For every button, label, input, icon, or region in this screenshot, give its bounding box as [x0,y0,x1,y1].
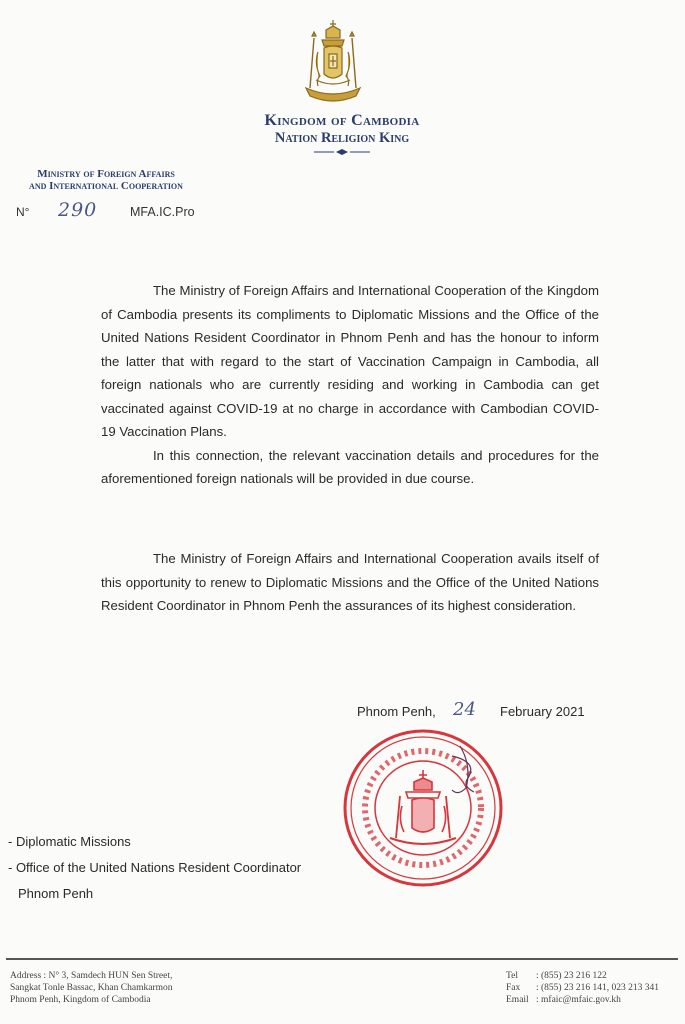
address-line-3: Phnom Penh, Kingdom of Cambodia [10,995,151,1005]
address-line-1: Address : N° 3, Samdech HUN Sen Street, [10,971,173,981]
footer-divider [6,958,678,960]
letterhead-title [236,112,448,147]
date-city: Phnom Penh, [357,704,436,719]
body-paragraph-1: The Ministry of Foreign Affairs and International Cooperation of the Kingdom of Cambodia presents its compliments to Diplomatic Missions and the Office of the United Nations Resident Coordinator in Phnom Penh and has the honour to inform the latter that with regard to the start of Vaccination Campaign in Cambodia, all foreign nationals who are currently residing and working in Cambodia can get vaccinated against COVID-19 at no charge in accordance with Cambodian COVID-19 Vaccination Plans. [101,283,599,439]
fax-label: Fax [506,983,521,993]
country-name: Kingdom of Cambodia [264,112,420,129]
recipient-diplomatic-missions: - Diplomatic Missions [8,834,131,849]
ornament-divider [312,148,372,156]
ministry-name [0,168,212,192]
date-month-year: February 2021 [500,704,585,719]
national-motto: Nation Religion King [274,130,410,146]
ministry-line-1: Ministry of Foreign Affairs [37,168,175,180]
reference-code: MFA.IC.Pro [130,205,195,219]
address-line-2: Sangkat Tonle Bassac, Khan Chamkarmon [10,983,173,993]
reference-number: 290 [58,199,98,221]
official-seal-stamp [340,726,506,890]
footer-address [10,970,172,1006]
fax-value: : (855) 23 216 141, 023 213 341 [536,983,659,993]
royal-coat-of-arms-logo [296,18,370,104]
number-label: N° [16,205,30,219]
body-paragraph-3: The Ministry of Foreign Affairs and International Cooperation avails itself of this opportunity to renew to Diplomatic Missions and the Office of the United Nations Resident Coordinator in Phnom Penh the assurances of its highest consideration. [101,551,599,613]
date-day: 24 [453,699,476,720]
tel-label: Tel [506,971,518,981]
tel-value: : (855) 23 216 122 [536,971,607,981]
email-label: Email [506,995,529,1005]
email-value: : mfaic@mfaic.gov.kh [536,995,621,1005]
body-section-2 [101,547,599,618]
recipient-un-office: - Office of the United Nations Resident Coordinator [8,860,302,875]
body-paragraph-2: In this connection, the relevant vaccination details and procedures for the aforementioned foreign nationals will be provided in due course. [101,447,599,486]
ministry-line-2: and International Cooperation [29,180,183,192]
recipient-city: Phnom Penh [18,886,94,901]
body-section-1 [101,279,599,491]
